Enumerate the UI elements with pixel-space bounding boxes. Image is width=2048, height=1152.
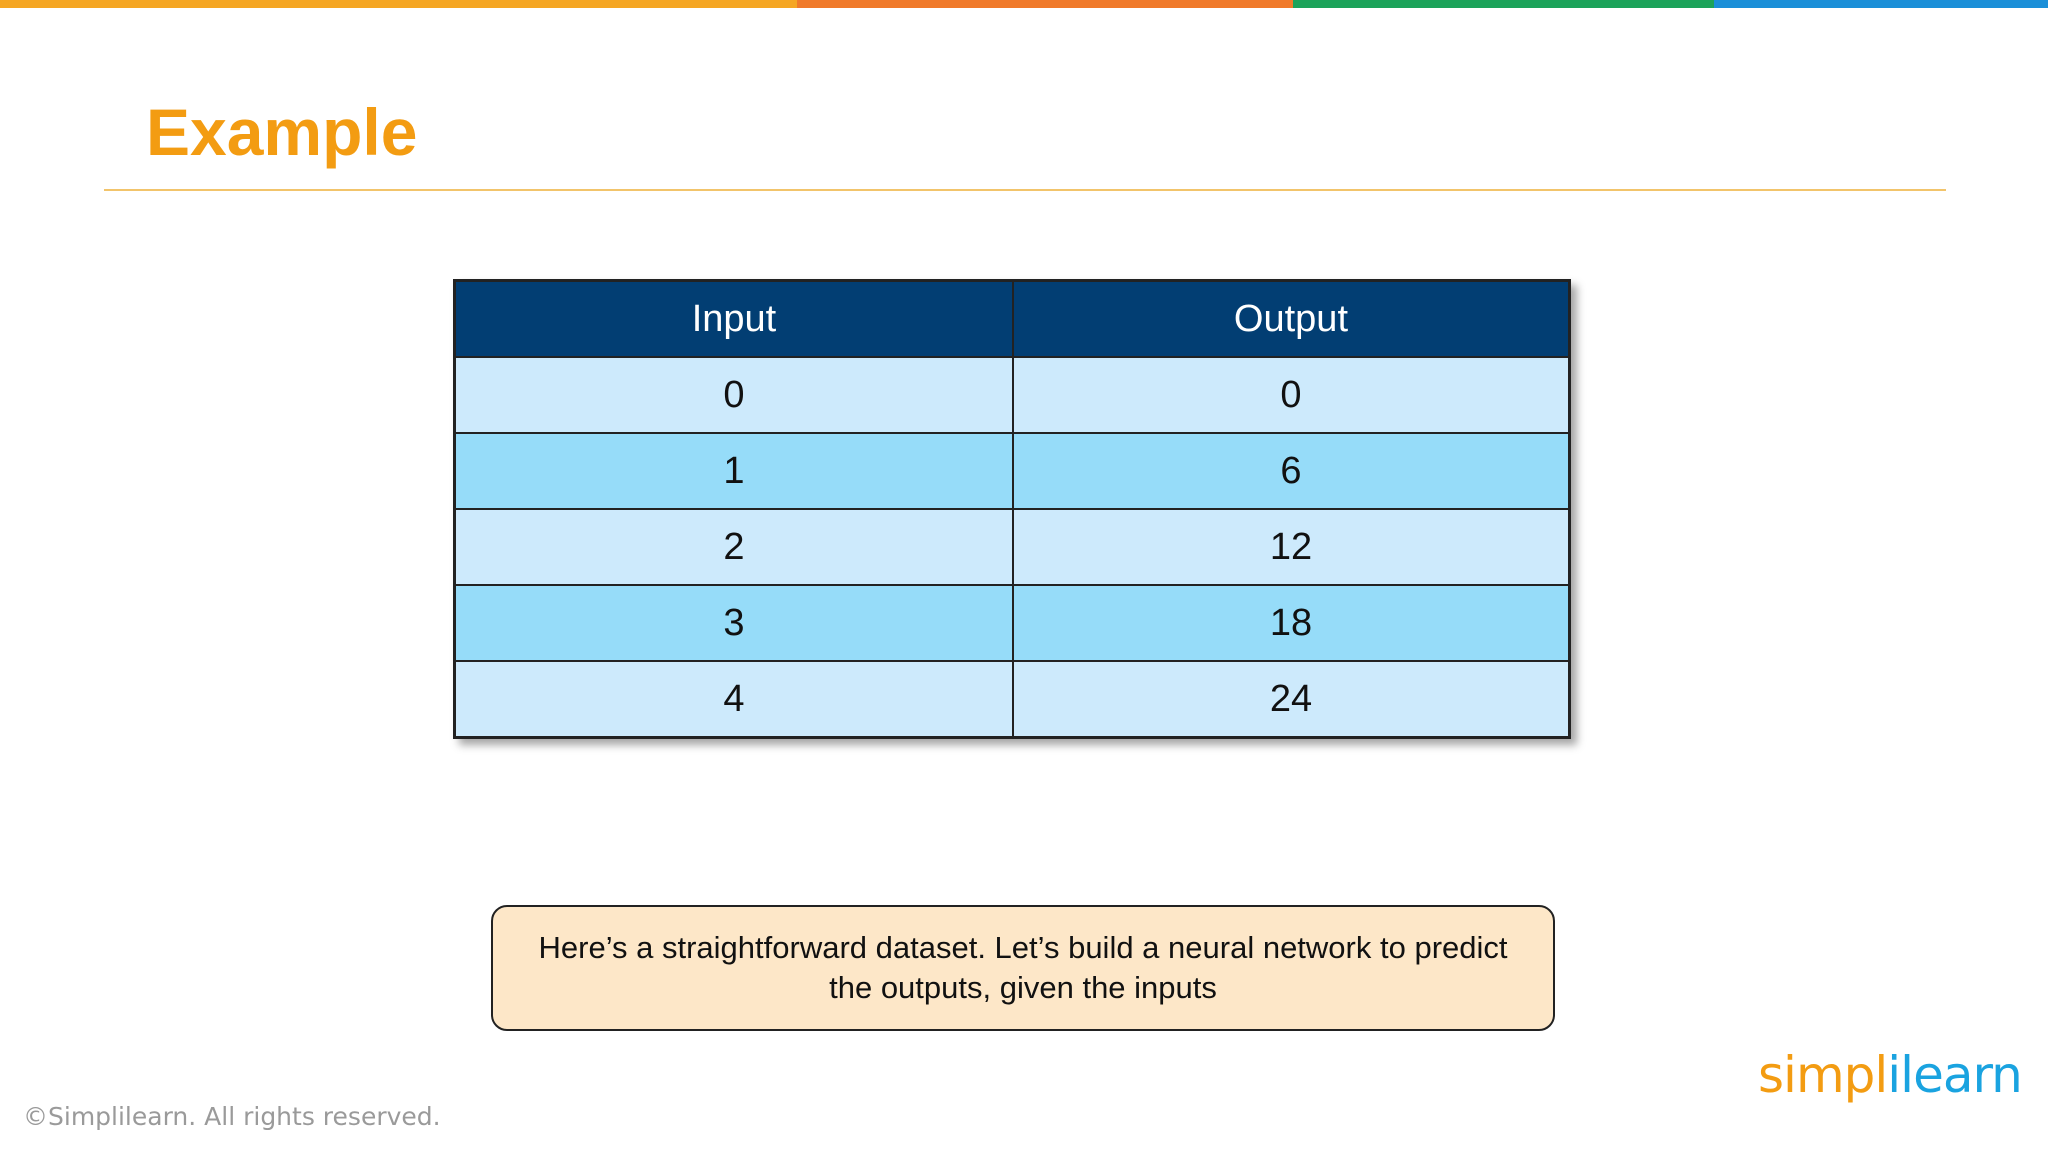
- input-output-table: [453, 279, 1571, 739]
- simplilearn-logo: [1758, 1040, 2022, 1110]
- table-row: [455, 357, 1570, 433]
- table-cell-input: 1: [455, 433, 1013, 509]
- table-cell-output: 0: [1013, 357, 1570, 433]
- table-row: [455, 509, 1570, 585]
- caption-text: Here’s a straightforward dataset. Let’s build a neural network to predict the outputs, given the inputs: [538, 930, 1508, 1005]
- table-row: [455, 661, 1570, 738]
- table-cell-input: 4: [455, 661, 1013, 738]
- table-cell-output: 18: [1013, 585, 1570, 661]
- table-cell-output: 12: [1013, 509, 1570, 585]
- caption-box: [491, 905, 1555, 1031]
- logo-text-part1: simpl: [1758, 1046, 1888, 1104]
- top-bar-orange-segment: [0, 0, 797, 8]
- top-bar-dark-orange-segment: [797, 0, 1293, 8]
- table-cell-output: 24: [1013, 661, 1570, 738]
- table-cell-input: 2: [455, 509, 1013, 585]
- top-bar-green-segment: [1293, 0, 1714, 8]
- top-bar-blue-segment: [1714, 0, 2048, 8]
- table-header-input: Input: [455, 281, 1013, 358]
- table-cell-input: 0: [455, 357, 1013, 433]
- table-header-output: Output: [1013, 281, 1570, 358]
- table-header-row: [455, 281, 1570, 358]
- top-color-bar: [0, 0, 2048, 8]
- table-row: [455, 585, 1570, 661]
- copyright-notice: ©Simplilearn. All rights reserved.: [23, 1102, 441, 1131]
- table-cell-output: 6: [1013, 433, 1570, 509]
- slide-title: Example: [146, 95, 418, 169]
- logo-text-part2: ilearn: [1887, 1046, 2022, 1104]
- table-cell-input: 3: [455, 585, 1013, 661]
- title-divider: [104, 189, 1946, 191]
- table-row: [455, 433, 1570, 509]
